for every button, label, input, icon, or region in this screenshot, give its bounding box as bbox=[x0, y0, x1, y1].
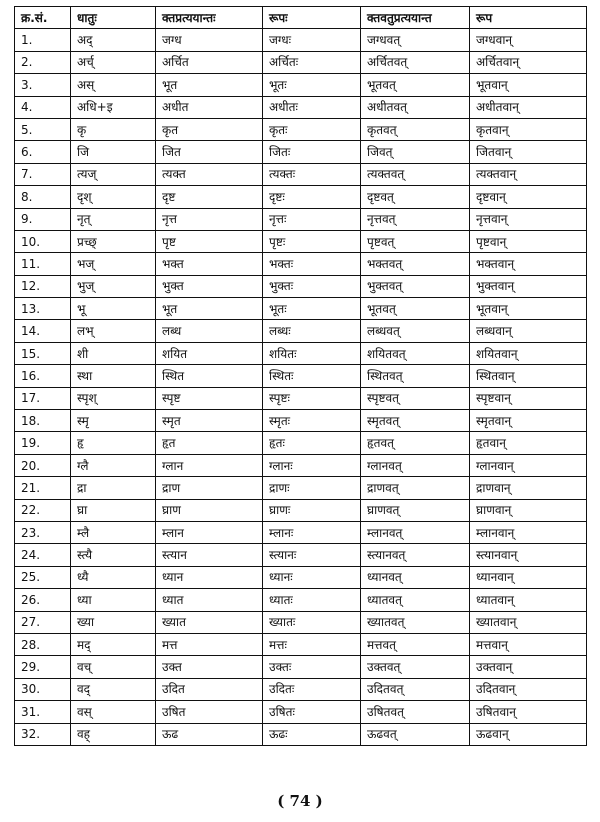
ktavatu-nominative-cell: त्यक्तवान् bbox=[470, 163, 587, 185]
kta-nominative-cell: ध्यानः bbox=[263, 566, 361, 588]
ktavatu-nominative-cell: द्राणवान् bbox=[470, 477, 587, 499]
serial-number-cell: 6. bbox=[15, 141, 71, 163]
table-row bbox=[15, 544, 587, 566]
serial-number-cell: 5. bbox=[15, 118, 71, 140]
ktavatu-form-cell: त्यक्तवत् bbox=[361, 163, 470, 185]
kta-nominative-cell: हृतः bbox=[263, 432, 361, 454]
root-cell: भू bbox=[71, 298, 156, 320]
kta-nominative-cell: ग्लानः bbox=[263, 454, 361, 476]
table-row bbox=[15, 701, 587, 723]
serial-number-cell: 24. bbox=[15, 544, 71, 566]
ktavatu-form-cell: स्त्यानवत् bbox=[361, 544, 470, 566]
ktavatu-form-cell: द्राणवत् bbox=[361, 477, 470, 499]
ktavatu-form-cell: अधीतवत् bbox=[361, 96, 470, 118]
ktavatu-nominative-cell: अधीतवान् bbox=[470, 96, 587, 118]
kta-form-cell: भक्त bbox=[156, 253, 263, 275]
ktavatu-nominative-cell: पृष्टवान् bbox=[470, 230, 587, 252]
serial-number-cell: 32. bbox=[15, 723, 71, 745]
kta-nominative-cell: शयितः bbox=[263, 342, 361, 364]
kta-nominative-cell: पृष्टः bbox=[263, 230, 361, 252]
header-kta-nominative: रूपः bbox=[263, 7, 361, 29]
serial-number-cell: 12. bbox=[15, 275, 71, 297]
ktavatu-form-cell: हृतवत् bbox=[361, 432, 470, 454]
ktavatu-nominative-cell: भुक्तवान् bbox=[470, 275, 587, 297]
kta-nominative-cell: उक्तः bbox=[263, 656, 361, 678]
kta-nominative-cell: स्मृतः bbox=[263, 410, 361, 432]
serial-number-cell: 30. bbox=[15, 678, 71, 700]
kta-nominative-cell: स्त्यानः bbox=[263, 544, 361, 566]
ktavatu-form-cell: नृत्तवत् bbox=[361, 208, 470, 230]
ktavatu-nominative-cell: ऊढवान् bbox=[470, 723, 587, 745]
ktavatu-form-cell: म्लानवत् bbox=[361, 521, 470, 543]
kta-nominative-cell: अधीतः bbox=[263, 96, 361, 118]
table-row bbox=[15, 521, 587, 543]
root-cell: म्लै bbox=[71, 521, 156, 543]
table-row bbox=[15, 208, 587, 230]
table-header-row bbox=[15, 7, 587, 29]
table-row bbox=[15, 163, 587, 185]
kta-form-cell: ध्यात bbox=[156, 589, 263, 611]
kta-form-cell: स्मृत bbox=[156, 410, 263, 432]
table-body bbox=[15, 29, 587, 746]
kta-nominative-cell: नृत्तः bbox=[263, 208, 361, 230]
root-cell: अधि+इ bbox=[71, 96, 156, 118]
table-row bbox=[15, 410, 587, 432]
table-row bbox=[15, 342, 587, 364]
kta-form-cell: उदित bbox=[156, 678, 263, 700]
kta-nominative-cell: अर्चितः bbox=[263, 51, 361, 73]
serial-number-cell: 27. bbox=[15, 611, 71, 633]
root-cell: ध्यै bbox=[71, 566, 156, 588]
serial-number-cell: 21. bbox=[15, 477, 71, 499]
root-cell: भुज् bbox=[71, 275, 156, 297]
root-cell: स्मृ bbox=[71, 410, 156, 432]
root-cell: वच् bbox=[71, 656, 156, 678]
root-cell: द्रा bbox=[71, 477, 156, 499]
kta-nominative-cell: त्यक्तः bbox=[263, 163, 361, 185]
serial-number-cell: 19. bbox=[15, 432, 71, 454]
kta-form-cell: त्यक्त bbox=[156, 163, 263, 185]
kta-nominative-cell: स्पृष्टः bbox=[263, 387, 361, 409]
kta-form-cell: उषित bbox=[156, 701, 263, 723]
table-row bbox=[15, 253, 587, 275]
ktavatu-form-cell: लब्धवत् bbox=[361, 320, 470, 342]
ktavatu-nominative-cell: शयितवान् bbox=[470, 342, 587, 364]
ktavatu-nominative-cell: ग्लानवान् bbox=[470, 454, 587, 476]
serial-number-cell: 26. bbox=[15, 589, 71, 611]
serial-number-cell: 17. bbox=[15, 387, 71, 409]
kta-nominative-cell: भूतः bbox=[263, 74, 361, 96]
serial-number-cell: 15. bbox=[15, 342, 71, 364]
kta-form-cell: म्लान bbox=[156, 521, 263, 543]
ktavatu-nominative-cell: कृतवान् bbox=[470, 118, 587, 140]
kta-nominative-cell: ऊढः bbox=[263, 723, 361, 745]
ktavatu-form-cell: ऊढवत् bbox=[361, 723, 470, 745]
ktavatu-form-cell: घ्राणवत् bbox=[361, 499, 470, 521]
root-cell: वस् bbox=[71, 701, 156, 723]
root-cell: स्पृश् bbox=[71, 387, 156, 409]
kta-form-cell: ऊढ bbox=[156, 723, 263, 745]
kta-nominative-cell: मत्तः bbox=[263, 633, 361, 655]
ktavatu-nominative-cell: जितवान् bbox=[470, 141, 587, 163]
ktavatu-form-cell: ध्यानवत् bbox=[361, 566, 470, 588]
header-ktavatu-nominative: रूप bbox=[470, 7, 587, 29]
table-row bbox=[15, 29, 587, 51]
table-row bbox=[15, 186, 587, 208]
root-cell: भज् bbox=[71, 253, 156, 275]
ktavatu-form-cell: मत्तवत् bbox=[361, 633, 470, 655]
root-cell: ख्या bbox=[71, 611, 156, 633]
ktavatu-form-cell: उदितवत् bbox=[361, 678, 470, 700]
kta-nominative-cell: ध्यातः bbox=[263, 589, 361, 611]
table-row bbox=[15, 499, 587, 521]
table-row bbox=[15, 275, 587, 297]
ktavatu-nominative-cell: ध्यातवान् bbox=[470, 589, 587, 611]
kta-form-cell: नृत्त bbox=[156, 208, 263, 230]
header-root: धातुः bbox=[71, 7, 156, 29]
kta-form-cell: अर्चित bbox=[156, 51, 263, 73]
kta-form-cell: मत्त bbox=[156, 633, 263, 655]
kta-form-cell: भुक्त bbox=[156, 275, 263, 297]
ktavatu-form-cell: पृष्टवत् bbox=[361, 230, 470, 252]
kta-form-cell: अधीत bbox=[156, 96, 263, 118]
serial-number-cell: 13. bbox=[15, 298, 71, 320]
kta-nominative-cell: कृतः bbox=[263, 118, 361, 140]
serial-number-cell: 7. bbox=[15, 163, 71, 185]
ktavatu-form-cell: स्पृष्टवत् bbox=[361, 387, 470, 409]
ktavatu-form-cell: स्मृतवत् bbox=[361, 410, 470, 432]
header-serial-number: क्र.सं. bbox=[15, 7, 71, 29]
header-ktavatu-form: क्तवतुप्रत्ययान्त bbox=[361, 7, 470, 29]
kta-form-cell: शयित bbox=[156, 342, 263, 364]
root-cell: त्यज् bbox=[71, 163, 156, 185]
kta-nominative-cell: द्राणः bbox=[263, 477, 361, 499]
kta-nominative-cell: म्लानः bbox=[263, 521, 361, 543]
root-cell: अर्च् bbox=[71, 51, 156, 73]
serial-number-cell: 29. bbox=[15, 656, 71, 678]
kta-form-cell: भूत bbox=[156, 74, 263, 96]
root-cell: दृश् bbox=[71, 186, 156, 208]
kta-nominative-cell: लब्धः bbox=[263, 320, 361, 342]
serial-number-cell: 3. bbox=[15, 74, 71, 96]
table-row bbox=[15, 387, 587, 409]
ktavatu-nominative-cell: उदितवान् bbox=[470, 678, 587, 700]
table-row bbox=[15, 566, 587, 588]
ktavatu-nominative-cell: नृत्तवान् bbox=[470, 208, 587, 230]
serial-number-cell: 4. bbox=[15, 96, 71, 118]
kta-form-cell: भूत bbox=[156, 298, 263, 320]
root-cell: कृ bbox=[71, 118, 156, 140]
ktavatu-nominative-cell: दृष्टवान् bbox=[470, 186, 587, 208]
kta-nominative-cell: दृष्टः bbox=[263, 186, 361, 208]
kta-nominative-cell: जितः bbox=[263, 141, 361, 163]
kta-form-cell: दृष्ट bbox=[156, 186, 263, 208]
table-row bbox=[15, 633, 587, 655]
table-row bbox=[15, 656, 587, 678]
ktavatu-nominative-cell: म्लानवान् bbox=[470, 521, 587, 543]
kta-nominative-cell: भुक्तः bbox=[263, 275, 361, 297]
ktavatu-form-cell: स्थितवत् bbox=[361, 365, 470, 387]
serial-number-cell: 9. bbox=[15, 208, 71, 230]
root-cell: घ्रा bbox=[71, 499, 156, 521]
table-row bbox=[15, 611, 587, 633]
ktavatu-nominative-cell: मत्तवान् bbox=[470, 633, 587, 655]
ktavatu-form-cell: उक्तवत् bbox=[361, 656, 470, 678]
root-cell: स्त्यै bbox=[71, 544, 156, 566]
root-cell: अस् bbox=[71, 74, 156, 96]
root-cell: मद् bbox=[71, 633, 156, 655]
kta-nominative-cell: भक्तः bbox=[263, 253, 361, 275]
ktavatu-form-cell: भूतवत् bbox=[361, 298, 470, 320]
table-row bbox=[15, 230, 587, 252]
root-cell: शी bbox=[71, 342, 156, 364]
ktavatu-nominative-cell: स्त्यानवान् bbox=[470, 544, 587, 566]
ktavatu-form-cell: जिवत् bbox=[361, 141, 470, 163]
root-cell: प्रच्छ् bbox=[71, 230, 156, 252]
root-cell: नृत् bbox=[71, 208, 156, 230]
serial-number-cell: 10. bbox=[15, 230, 71, 252]
root-cell: हृ bbox=[71, 432, 156, 454]
root-cell: ध्या bbox=[71, 589, 156, 611]
table-row bbox=[15, 723, 587, 745]
kta-nominative-cell: उषितः bbox=[263, 701, 361, 723]
kta-form-cell: द्राण bbox=[156, 477, 263, 499]
kta-form-cell: ख्यात bbox=[156, 611, 263, 633]
ktavatu-nominative-cell: स्थितवान् bbox=[470, 365, 587, 387]
ktavatu-nominative-cell: उषितवान् bbox=[470, 701, 587, 723]
root-cell: लभ् bbox=[71, 320, 156, 342]
kta-nominative-cell: स्थितः bbox=[263, 365, 361, 387]
table-row bbox=[15, 118, 587, 140]
kta-nominative-cell: घ्राणः bbox=[263, 499, 361, 521]
kta-nominative-cell: उदितः bbox=[263, 678, 361, 700]
ktavatu-form-cell: अर्चितवत् bbox=[361, 51, 470, 73]
serial-number-cell: 25. bbox=[15, 566, 71, 588]
ktavatu-nominative-cell: जग्धवान् bbox=[470, 29, 587, 51]
ktavatu-nominative-cell: स्पृष्टवान् bbox=[470, 387, 587, 409]
kta-form-cell: जग्ध bbox=[156, 29, 263, 51]
serial-number-cell: 23. bbox=[15, 521, 71, 543]
kta-form-cell: हृत bbox=[156, 432, 263, 454]
ktavatu-nominative-cell: भक्तवान् bbox=[470, 253, 587, 275]
serial-number-cell: 1. bbox=[15, 29, 71, 51]
kta-form-cell: कृत bbox=[156, 118, 263, 140]
ktavatu-form-cell: कृतवत् bbox=[361, 118, 470, 140]
kta-form-cell: ग्लान bbox=[156, 454, 263, 476]
ktavatu-form-cell: भुक्तवत् bbox=[361, 275, 470, 297]
ktavatu-form-cell: दृष्टवत् bbox=[361, 186, 470, 208]
ktavatu-nominative-cell: भूतवान् bbox=[470, 298, 587, 320]
table-row bbox=[15, 74, 587, 96]
root-cell: स्था bbox=[71, 365, 156, 387]
table-row bbox=[15, 477, 587, 499]
ktavatu-form-cell: जग्धवत् bbox=[361, 29, 470, 51]
kta-nominative-cell: ख्यातः bbox=[263, 611, 361, 633]
ktavatu-nominative-cell: घ्राणवान् bbox=[470, 499, 587, 521]
kta-form-cell: ध्यान bbox=[156, 566, 263, 588]
kta-nominative-cell: जग्धः bbox=[263, 29, 361, 51]
ktavatu-form-cell: ख्यातवत् bbox=[361, 611, 470, 633]
ktavatu-nominative-cell: ध्यानवान् bbox=[470, 566, 587, 588]
ktavatu-nominative-cell: भूतवान् bbox=[470, 74, 587, 96]
serial-number-cell: 28. bbox=[15, 633, 71, 655]
table-row bbox=[15, 51, 587, 73]
page-number: ( 74 ) bbox=[277, 792, 323, 810]
root-cell: जि bbox=[71, 141, 156, 163]
table-row bbox=[15, 589, 587, 611]
serial-number-cell: 14. bbox=[15, 320, 71, 342]
table-row bbox=[15, 96, 587, 118]
serial-number-cell: 18. bbox=[15, 410, 71, 432]
root-cell: अद् bbox=[71, 29, 156, 51]
serial-number-cell: 20. bbox=[15, 454, 71, 476]
table-row bbox=[15, 365, 587, 387]
ktavatu-nominative-cell: ख्यातवान् bbox=[470, 611, 587, 633]
kta-form-cell: उक्त bbox=[156, 656, 263, 678]
serial-number-cell: 16. bbox=[15, 365, 71, 387]
header-kta-form: क्तप्रत्ययान्तः bbox=[156, 7, 263, 29]
table-row bbox=[15, 141, 587, 163]
ktavatu-nominative-cell: हृतवान् bbox=[470, 432, 587, 454]
ktavatu-nominative-cell: अर्चितवान् bbox=[470, 51, 587, 73]
serial-number-cell: 8. bbox=[15, 186, 71, 208]
ktavatu-form-cell: शयितवत् bbox=[361, 342, 470, 364]
kta-form-cell: पृष्ट bbox=[156, 230, 263, 252]
table-row bbox=[15, 454, 587, 476]
root-cell: ग्लै bbox=[71, 454, 156, 476]
serial-number-cell: 11. bbox=[15, 253, 71, 275]
kta-form-cell: लब्ध bbox=[156, 320, 263, 342]
serial-number-cell: 31. bbox=[15, 701, 71, 723]
kta-nominative-cell: भूतः bbox=[263, 298, 361, 320]
table-row bbox=[15, 678, 587, 700]
kta-form-cell: घ्राण bbox=[156, 499, 263, 521]
kta-form-cell: स्थित bbox=[156, 365, 263, 387]
table-row bbox=[15, 298, 587, 320]
kta-form-cell: स्पृष्ट bbox=[156, 387, 263, 409]
table-row bbox=[15, 432, 587, 454]
ktavatu-form-cell: भक्तवत् bbox=[361, 253, 470, 275]
ktavatu-form-cell: उषितवत् bbox=[361, 701, 470, 723]
ktavatu-nominative-cell: स्मृतवान् bbox=[470, 410, 587, 432]
root-cell: वह् bbox=[71, 723, 156, 745]
ktavatu-form-cell: ग्लानवत् bbox=[361, 454, 470, 476]
ktavatu-form-cell: भूतवत् bbox=[361, 74, 470, 96]
ktavatu-nominative-cell: उक्तवान् bbox=[470, 656, 587, 678]
ktavatu-nominative-cell: लब्धवान् bbox=[470, 320, 587, 342]
verb-forms-table bbox=[14, 6, 587, 746]
kta-form-cell: स्त्यान bbox=[156, 544, 263, 566]
ktavatu-form-cell: ध्यातवत् bbox=[361, 589, 470, 611]
table-row bbox=[15, 320, 587, 342]
kta-form-cell: जित bbox=[156, 141, 263, 163]
serial-number-cell: 22. bbox=[15, 499, 71, 521]
serial-number-cell: 2. bbox=[15, 51, 71, 73]
root-cell: वद् bbox=[71, 678, 156, 700]
